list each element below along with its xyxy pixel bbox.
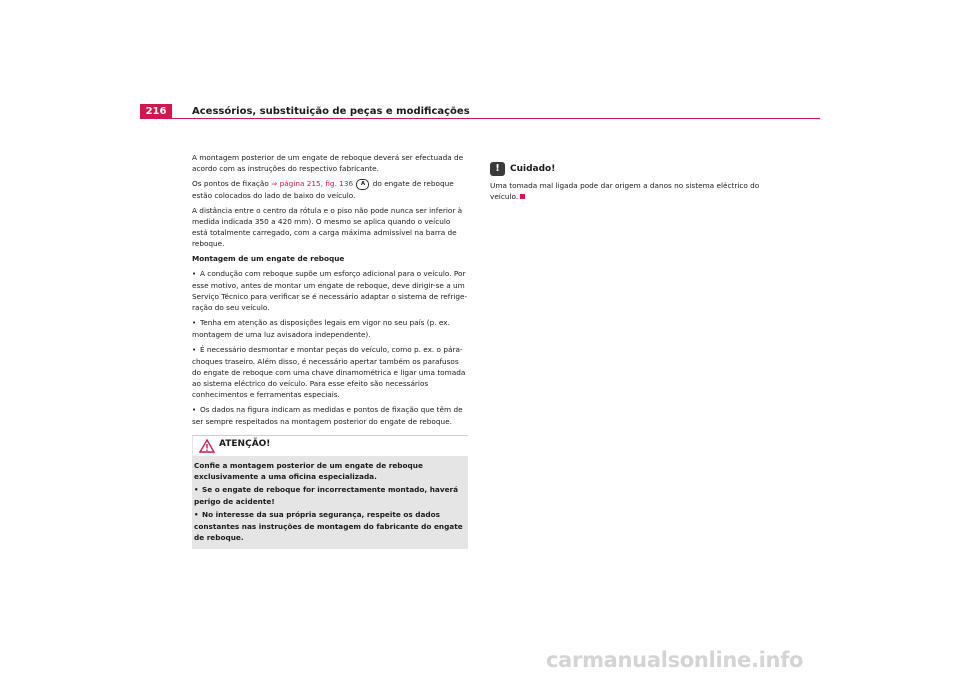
warning-body xyxy=(192,456,468,543)
paragraph-2 xyxy=(192,178,468,201)
warning-title: ATENÇÃO! xyxy=(219,438,271,449)
site-watermark: carmanualsonline.info xyxy=(546,648,804,672)
bullet-icon: • xyxy=(192,318,197,327)
caution-text xyxy=(490,180,770,202)
section-end-icon xyxy=(520,194,525,199)
bullet-icon: • xyxy=(192,405,197,414)
list-item-text: No interesse da sua própria segurança, respeite os dados constantes nas instruções de montagem do fabricante do engate de reboque. xyxy=(194,509,463,542)
page-reference-link[interactable]: ⇒ página 215, fig. 136 xyxy=(271,179,354,188)
list-item-text: Se o engate de reboque for incorrectamente montado, haverá perigo de acidente! xyxy=(194,484,459,506)
chapter-title: Acessórios, substituição de peças e modificações xyxy=(192,106,470,117)
warning-header xyxy=(192,435,468,456)
right-column xyxy=(490,160,770,206)
paragraph-3: A distância entre o centro da rótula e o piso não pode nunca ser inferior à medida indicada 350 a 420 mm). O mesmo se aplica quando o veículo está totalmente carregado, com a carga máxima admissível na barra de reboque. xyxy=(192,205,463,248)
caution-exclamation-icon: ! xyxy=(490,162,505,176)
list-item-text: É necessário desmontar e montar peças do veículo, como p. ex. o pára-choques traseiro. Além disso, é necessário apertar também os parafusos do engate de reboque com uma chave dinamométrica e ligar uma tomada ao sistema eléctrico do veículo. Para esse efeito são necessários conhecimentos e ferramentas especiais. xyxy=(192,344,466,399)
paragraph-2-end: do engate de reboque estão colocados do lado de baixo do veículo. xyxy=(192,179,454,200)
list-item xyxy=(192,268,468,313)
list-item-text: Tenha em atenção as disposições legais em vigor no seu país (p. ex. montagem de uma luz avisadora independente). xyxy=(192,317,450,339)
page-header xyxy=(140,104,820,119)
bullet-icon: • xyxy=(194,510,199,519)
header-divider xyxy=(140,118,820,119)
list-item-text: Os dados na figura indicam as medidas e pontos de fixação que têm de ser sempre respeitados na montagem posterior do engate de reboque. xyxy=(192,404,463,426)
caution-header xyxy=(490,160,770,180)
list-item xyxy=(192,344,468,400)
bullet-icon: • xyxy=(194,485,199,494)
list-item-text: A condução com reboque supõe um esforço adicional para o veículo. Por esse motivo, antes de montar um engate de reboque, deve dirigir-se a um Serviço Técnico para verificar se é necessário adaptar o sistema de refrigeração do seu veículo. xyxy=(192,268,468,312)
bullet-icon: • xyxy=(192,269,197,278)
warning-box xyxy=(192,435,468,549)
warning-intro: Confie a montagem posterior de um engate de reboque exclusivamente a uma oficina especializada. xyxy=(194,460,423,481)
bullet-icon: • xyxy=(192,345,197,354)
paragraph-1: A montagem posterior de um engate de reboque deverá ser efectuada de acordo com as instruções do respectivo fabricante. xyxy=(192,153,464,173)
page-number: 216 xyxy=(140,104,172,119)
paragraph-2-start: Os pontos de fixação xyxy=(192,179,272,188)
list-item xyxy=(192,317,468,340)
list-item xyxy=(194,484,464,507)
list-item xyxy=(194,509,464,543)
caution-text-body: Uma tomada mal ligada pode dar origem a danos no sistema eléctrico do veículo. xyxy=(490,181,760,201)
subheading: Montagem de um engate de reboque xyxy=(192,253,345,263)
left-column xyxy=(192,152,468,549)
warning-triangle-icon xyxy=(199,439,215,453)
callout-badge-a: A xyxy=(356,179,369,190)
list-item xyxy=(192,404,468,427)
caution-title: Cuidado! xyxy=(510,164,556,174)
